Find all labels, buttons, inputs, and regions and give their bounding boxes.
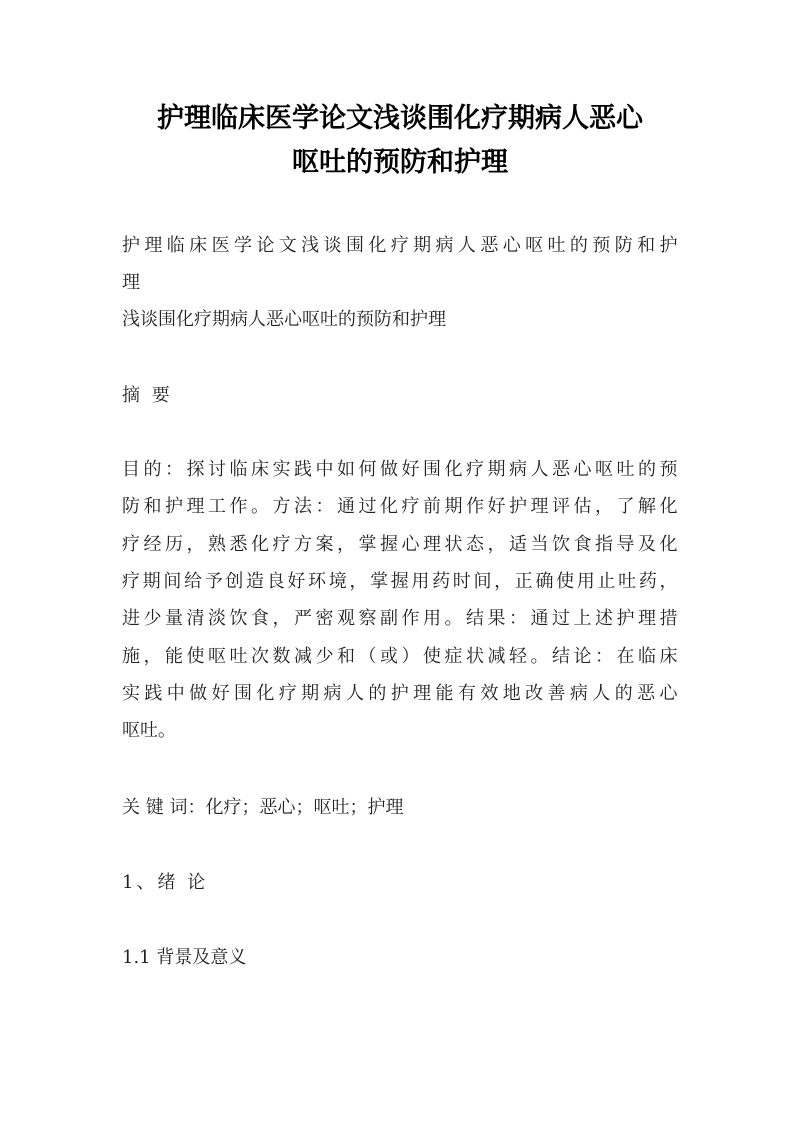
abstract-line-6: 施，能使呕吐次数减少和（或）使症状减轻。结论：在临床 bbox=[122, 646, 678, 667]
subtitle-line-3: 浅谈围化疗期病人恶心呕吐的预防和护理 bbox=[122, 309, 446, 330]
abstract-line-1: 目的：探讨临床实践中如何做好围化疗期病人恶心呕吐的预 bbox=[122, 459, 678, 480]
subtitle-line-1: 护理临床医学论文浅谈围化疗期病人恶心呕吐的预防和护 bbox=[122, 235, 678, 256]
abstract-line-2: 防和护理工作。方法：通过化疗前期作好护理评估，了解化 bbox=[122, 496, 678, 517]
abstract-line-8: 呕吐。 bbox=[122, 720, 176, 741]
abstract-line-4: 疗期间给予创造良好环境，掌握用药时间，正确使用止吐药， bbox=[122, 571, 678, 592]
abstract-line-5: 进少量清淡饮食，严密观察副作用。结果：通过上述护理措 bbox=[122, 608, 678, 629]
document-title-line-2: 呕吐的预防和护理 bbox=[292, 147, 508, 178]
abstract-heading: 摘 要 bbox=[122, 385, 173, 406]
document-title-line-1: 护理临床医学论文浅谈围化疗期病人恶心 bbox=[157, 103, 643, 134]
keywords-line: 关 键 词：化疗；恶心；呕吐；护理 bbox=[122, 797, 404, 818]
abstract-line-7: 实践中做好围化疗期病人的护理能有效地改善病人的恶心 bbox=[122, 683, 678, 704]
subtitle-line-2: 理 bbox=[122, 272, 140, 293]
section-heading: 1、绪 论 bbox=[122, 872, 209, 893]
abstract-line-3: 疗经历，熟悉化疗方案，掌握心理状态，适当饮食指导及化 bbox=[122, 534, 678, 555]
subsection-heading: 1.1 背景及意义 bbox=[122, 947, 247, 968]
